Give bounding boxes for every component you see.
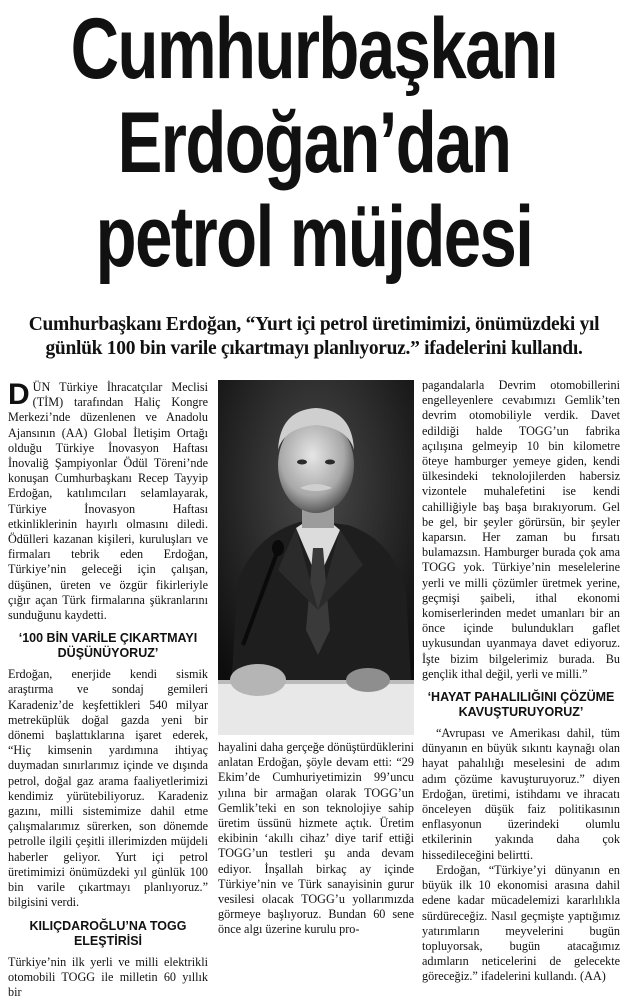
- headline: [0, 0, 628, 284]
- headline-line-3: petrol müjdesi: [69, 190, 559, 284]
- headline-line-2: Erdoğan’dan: [69, 96, 559, 190]
- drop-cap: D: [8, 381, 30, 409]
- deck-summary: Cumhurbaşkanı Erdoğan, “Yurt içi petrol üretimimizi, önümüzdeki yıl günlük 100 bin varile çıkartmayı planlıyoruz.” ifadelerini kullandı.: [12, 313, 616, 361]
- article-column-1: [8, 380, 208, 1000]
- headline-line-1: Cumhurbaşkanı: [69, 2, 559, 96]
- subheading: ‘HAYAT PAHALILIĞINI ÇÖZÜME KAVUŞTURUYORUZ’: [422, 690, 620, 720]
- paragraph: [8, 380, 208, 623]
- paragraph: pagandalarla Devrim otomobillerini engelleyenlere cevabımızı Gemlik’ten devrim otomobiliyle verdik. Davet edildiği halde TOGG’un fabrika açılışına gelmeyip 10 bin kilometre öteye hamburger yemeye giden, kendi ülkesindeki teknolojilerden habersiz vizontele muhalefetini ise kendi cahilliğiyle baş başa bırakıyorum. Gel be gel, bir şeyler görürsün, bir şeyler kaparsın. Her zaman bu fırsatı bulamazsın. Hamburger burada çok ama TOGG yok. Türkiye’nin meselelerine yerli ve milli çözümler üretmek yerine, geçmişi şaibeli, ithal ekonomi komiserlerinden medet umanları bir an önce içinde bulundukları gaflet uykusundan uyanmaya davet ediyoruz. İşte bizim bilgelerimiz burada. Bu gençlik ithal değil, yerli ve milli.”: [422, 378, 620, 682]
- paragraph: Türkiye’nin ilk yerli ve milli elektrikli otomobili TOGG ile milletin 60 yıllık bir: [8, 955, 208, 1000]
- article-column-3: [422, 378, 620, 985]
- paragraph: Erdoğan, “Türkiye’yi dünyanın en büyük ilk 10 ekonomisi arasına dahil edene kadar mücadelemizi kararlılıkla sürdüreceğiz. Nasıl geçmişte yaptığımız yatırımların meyvelerini bugün topluyorsak, bugün atacağımız adımların neticelerini de gelecekte göreceğiz.” ifadelerini kullandı. (AA): [422, 863, 620, 985]
- portrait-photo: [218, 380, 414, 735]
- paragraph: hayalini daha gerçeğe dönüştürdüklerini anlatan Erdoğan, şöyle devam etti: “29 Ekim’de Cumhuriyetimizin 99’uncu yılına bir armağan olarak TOGG’un Gemlik’teki en son teknolojiye sahip üretim üssünü hizmete açtık. Üretim ekibinin ‘akıllı cihaz’ diye tarif ettiği TOGG’un testleri şu anda devam ediyor. İnşallah birkaç ay içinde Türkiye’nin ve Türk sanayisinin gurur vesilesi olacak TOGG’u yollarımızda görmeye başlıyoruz. Bundan 60 sene önce algı üzerine kurulu pro-: [218, 740, 414, 938]
- paragraph-text: ÜN Türkiye İhracatçılar Meclisi (TİM) tarafından Haliç Kongre Merkezi’nde düzenlenen ve Anadolu Ajansının (AA) Global İletişim Ortağı olduğu Türkiye İnovasyon Haftası İnovaliğ Şampiyonlar Ödül Töreni’nde konuşan Cumhurbaşkanı Recep Tayyip Erdoğan, katılımcıları selamlayarak, Türkiye İnovasyon Haftası etkinliklerinin hayırlı olmasını diledi. Ödülleri kazanan kişileri, kuruluşları ve firmaları tebrik eden Erdoğan, Türkiye’nin geleceği için çalışan, düşünen, üreten ve özgür fikirleriyle çığır açan Türk firmalarına şükranlarını sunduğunu kaydetti.: [8, 380, 208, 622]
- paragraph: “Avrupası ve Amerikası dahil, tüm dünyanın en büyük sıkıntı kaynağı olan hayat pahalılığı meselesini de adım adım çözüme kavuşturuyoruz.” diyen Erdoğan, üretimi, istihdamı ve ihracatı önceleyen düşük faiz politikasının enflasyonun üzerindeki olumlu etkilerinin yakında daha çok hissedileceğini belirtti.: [422, 726, 620, 863]
- portrait-photo-icon: [218, 380, 414, 735]
- subheading: KILIÇDAROĞLU’NA TOGG ELEŞTİRİSİ: [8, 919, 208, 949]
- article-column-2: [218, 740, 414, 938]
- paragraph: Erdoğan, enerjide kendi sismik araştırma ve sondaj gemileri Karadeniz’de keşfettikleri 540 milyar metreküplük doğal gazda yeni bir dönemi başlattıklarına işaret ederek, “Hiç kimsenin yardımına ihtiyaç duymadan sınırlarımız içinde ve dışında petrol, doğal gaz arama faaliyetlerimizi kendimiz yürütebiliyoruz. Karadeniz gazını, milli sistemimize dahil etme çalışmalarımız sürerken, son dönemde petrolle ilgili çeşitli illerimizden müjdeli haberler geliyor. Yurt içi petrol üretimimizi önümüzdeki yıl günlük 100 bin varile çıkartmayı planlıyoruz.” bilgisini verdi.: [8, 667, 208, 910]
- subheading: ‘100 BİN VARİLE ÇIKARTMAYI DÜŞÜNÜYORUZ’: [8, 631, 208, 661]
